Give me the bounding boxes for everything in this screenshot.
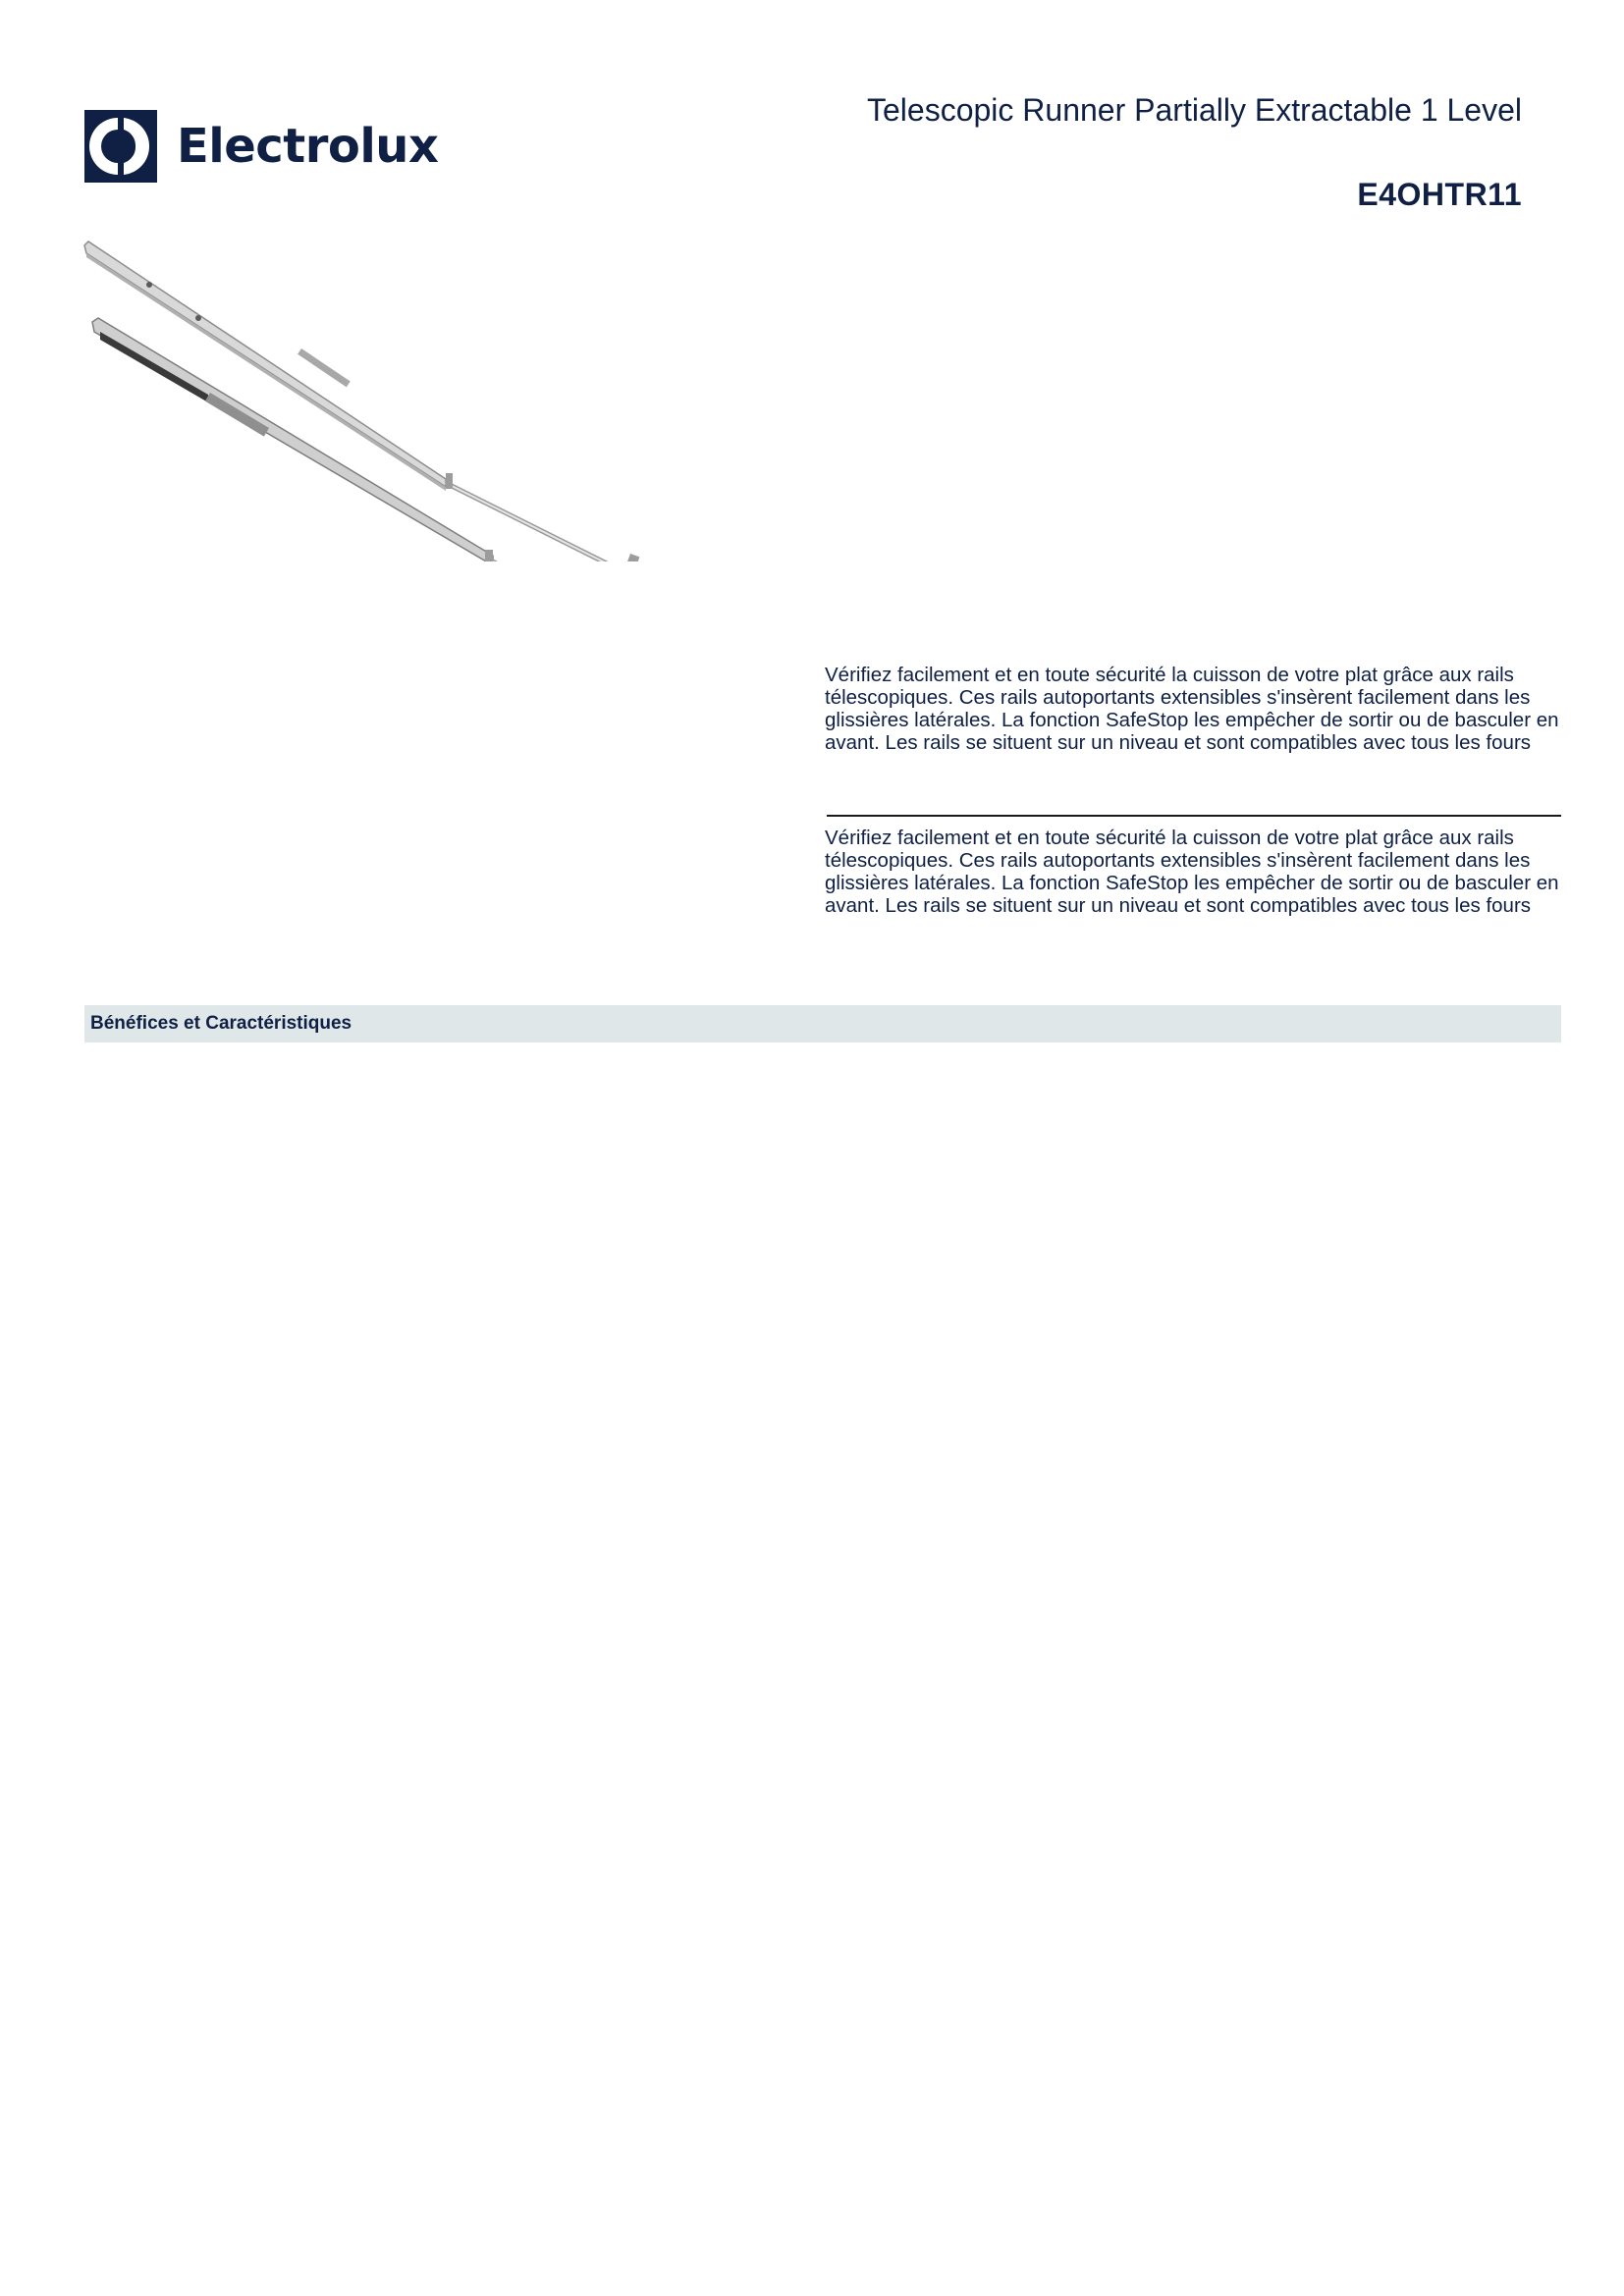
brand-name: Electrolux [177, 119, 439, 174]
electrolux-logo-icon [84, 110, 157, 183]
product-description-repeat: Vérifiez facilement et en toute sécurité la cuisson de votre plat grâce aux rails télescopiques. Ces rails autoportants extensibles s'insèrent facilement dans les glissières latérales. La fonction SafeStop les empêcher de sortir ou de basculer en avant. Les rails se situent sur un niveau et sont compatibles avec tous les fours [825, 827, 1559, 917]
section-header-benefits [84, 1005, 1561, 1042]
divider [827, 815, 1561, 817]
model-code: E4OHTR11 [1357, 177, 1522, 212]
brand-logo [84, 110, 438, 183]
upper-rail [84, 241, 670, 561]
product-description: Vérifiez facilement et en toute sécurité la cuisson de votre plat grâce aux rails télescopiques. Ces rails autoportants extensibles s'insèrent facilement dans les glissières latérales. La fonction SafeStop les empêcher de sortir ou de basculer en avant. Les rails se situent sur un niveau et sont compatibles avec tous les fours [825, 664, 1559, 754]
lower-rail [92, 318, 596, 561]
product-title: Telescopic Runner Partially Extractable 1 Level [867, 92, 1522, 128]
telescopic-runner-rails-image [81, 238, 679, 561]
section-header-label: Bénéfices et Caractéristiques [90, 1013, 352, 1034]
